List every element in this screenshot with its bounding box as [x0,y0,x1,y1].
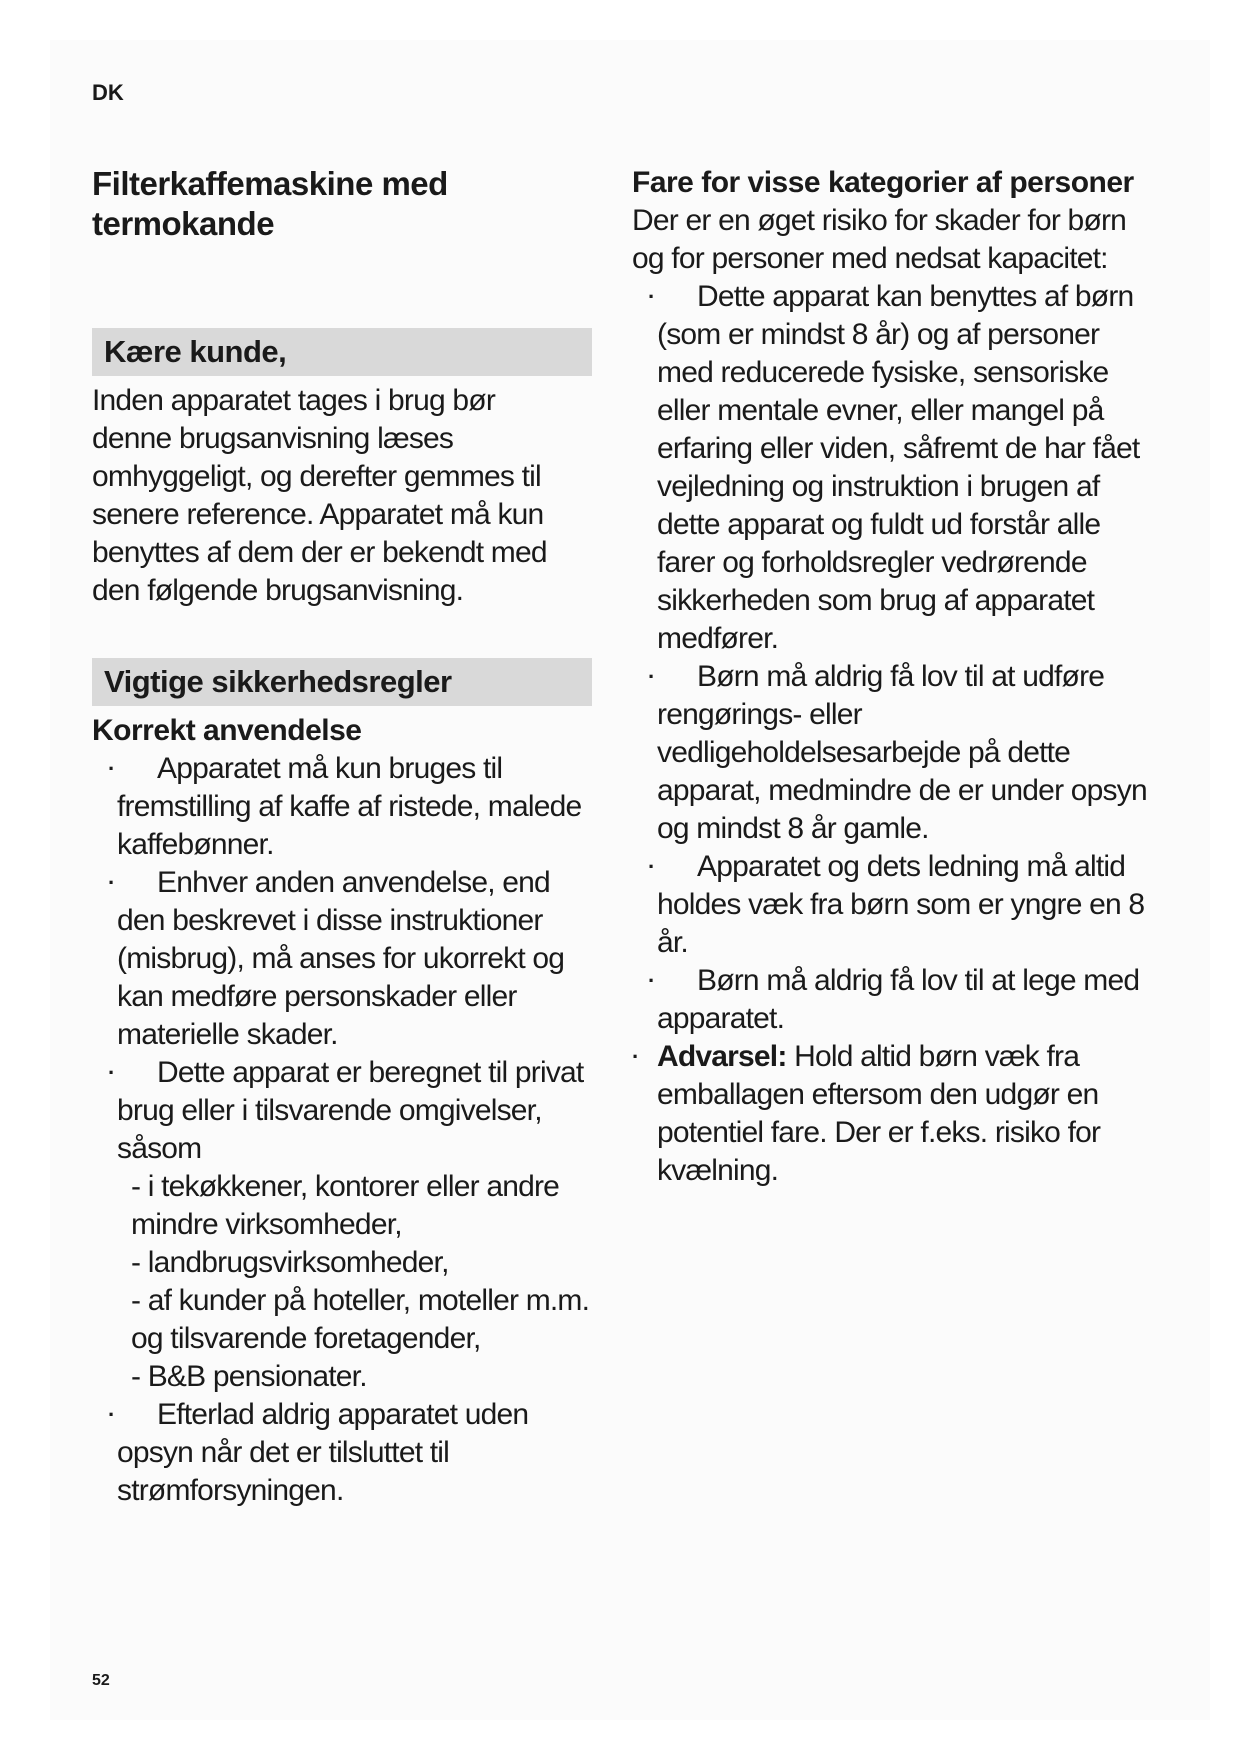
list-item-text: Apparatet og dets ledning må altid holdes væk fra børn som er yngre en 8 år. [657,850,1145,959]
page-number: 52 [92,1672,110,1689]
bullet-icon: · [632,1044,639,1069]
language-code: DK [92,80,124,105]
list-item [92,864,592,1054]
list-item [92,750,592,864]
list-item-text: Enhver anden anvendelse, end den beskrevet i disse instruktioner (misbrug), må anses for ukorrekt og kan medføre personskader eller materielle skader. [117,866,565,1051]
sub-list-item: - af kunder på hoteller, moteller m.m. og tilsvarende foretagender, [131,1284,590,1355]
list-item [632,962,1152,1038]
usage-environments-list [117,1168,592,1396]
dear-customer-body: Inden apparatet tages i brug bør denne brugsanvisning læses omhyggeligt, og derefter gemmes til senere reference. Apparatet må kun benyttes af dem der er bekendt med den følgende brugsanvisning. [92,384,547,607]
sub-list-item: - landbrugsvirksomheder, [131,1246,449,1279]
bullet-icon: · [108,1060,115,1085]
bullet-icon: · [648,664,655,689]
sub-list-item: - i tekøkkener, kontorer eller andre mindre virksomheder, [131,1170,560,1241]
right-column [632,164,1152,1190]
list-item-text: Apparatet må kun bruges til fremstilling af kaffe af ristede, malede kaffebønner. [117,752,582,861]
bullet-icon: · [648,968,655,993]
bullet-icon: · [648,284,655,309]
list-item-text: Børn må aldrig få lov til at udføre rengørings- eller vedligeholdelsesarbejde på dette apparat, medmindre de er under opsyn og mindst 8 år gamle. [657,660,1147,845]
warning-label: Advarsel: [657,1040,787,1073]
sub-list-item: - B&B pensionater. [131,1360,367,1393]
warning-item [632,1038,1152,1190]
risk-groups-intro: Der er en øget risiko for skader for børn og for personer med nedsat kapacitet: [632,204,1127,275]
bullet-icon: · [108,1402,115,1427]
list-item-text: Børn må aldrig få lov til at lege med apparatet. [657,964,1140,1035]
list-item [632,278,1152,658]
warning-text: Hold altid børn væk fra emballagen eftersom den udgør en potentiel fare. Der er f.eks. risiko for kvælning. [657,1040,1101,1187]
list-item-text: Dette apparat kan benyttes af børn (som er mindst 8 år) og af personer med reducerede fysiske, sensoriske eller mentale evner, eller mangel på erfaring eller viden, såfremt de har fået vejledning og instruktion i brugen af dette apparat og fuldt ud forstår alle farer og forholdsregler vedrørende sikkerheden som brug af apparatet medfører. [657,280,1140,655]
list-item [92,1054,592,1396]
list-item [92,1396,592,1510]
list-item-text: Efterlad aldrig apparatet uden opsyn når det er tilsluttet til strømforsyningen. [117,1398,529,1507]
risk-groups-heading: Fare for visse kategorier af personer [632,166,1134,199]
left-column [92,164,592,1510]
risk-groups-list [632,278,1152,1038]
correct-use-subheading: Korrekt anvendelse [92,714,362,747]
dear-customer-heading: Kære kunde, [92,328,592,376]
safety-heading: Vigtige sikkerhedsregler [92,658,592,706]
bullet-icon: · [648,854,655,879]
document-title: Filterkaffemaskine med termokande [92,165,448,242]
list-item [632,658,1152,848]
list-item-text: Dette apparat er beregnet til privat brug eller i tilsvarende omgivelser, såsom [117,1056,584,1165]
bullet-icon: · [108,870,115,895]
bullet-icon: · [108,756,115,781]
list-item [632,848,1152,962]
correct-use-list [92,750,592,1510]
